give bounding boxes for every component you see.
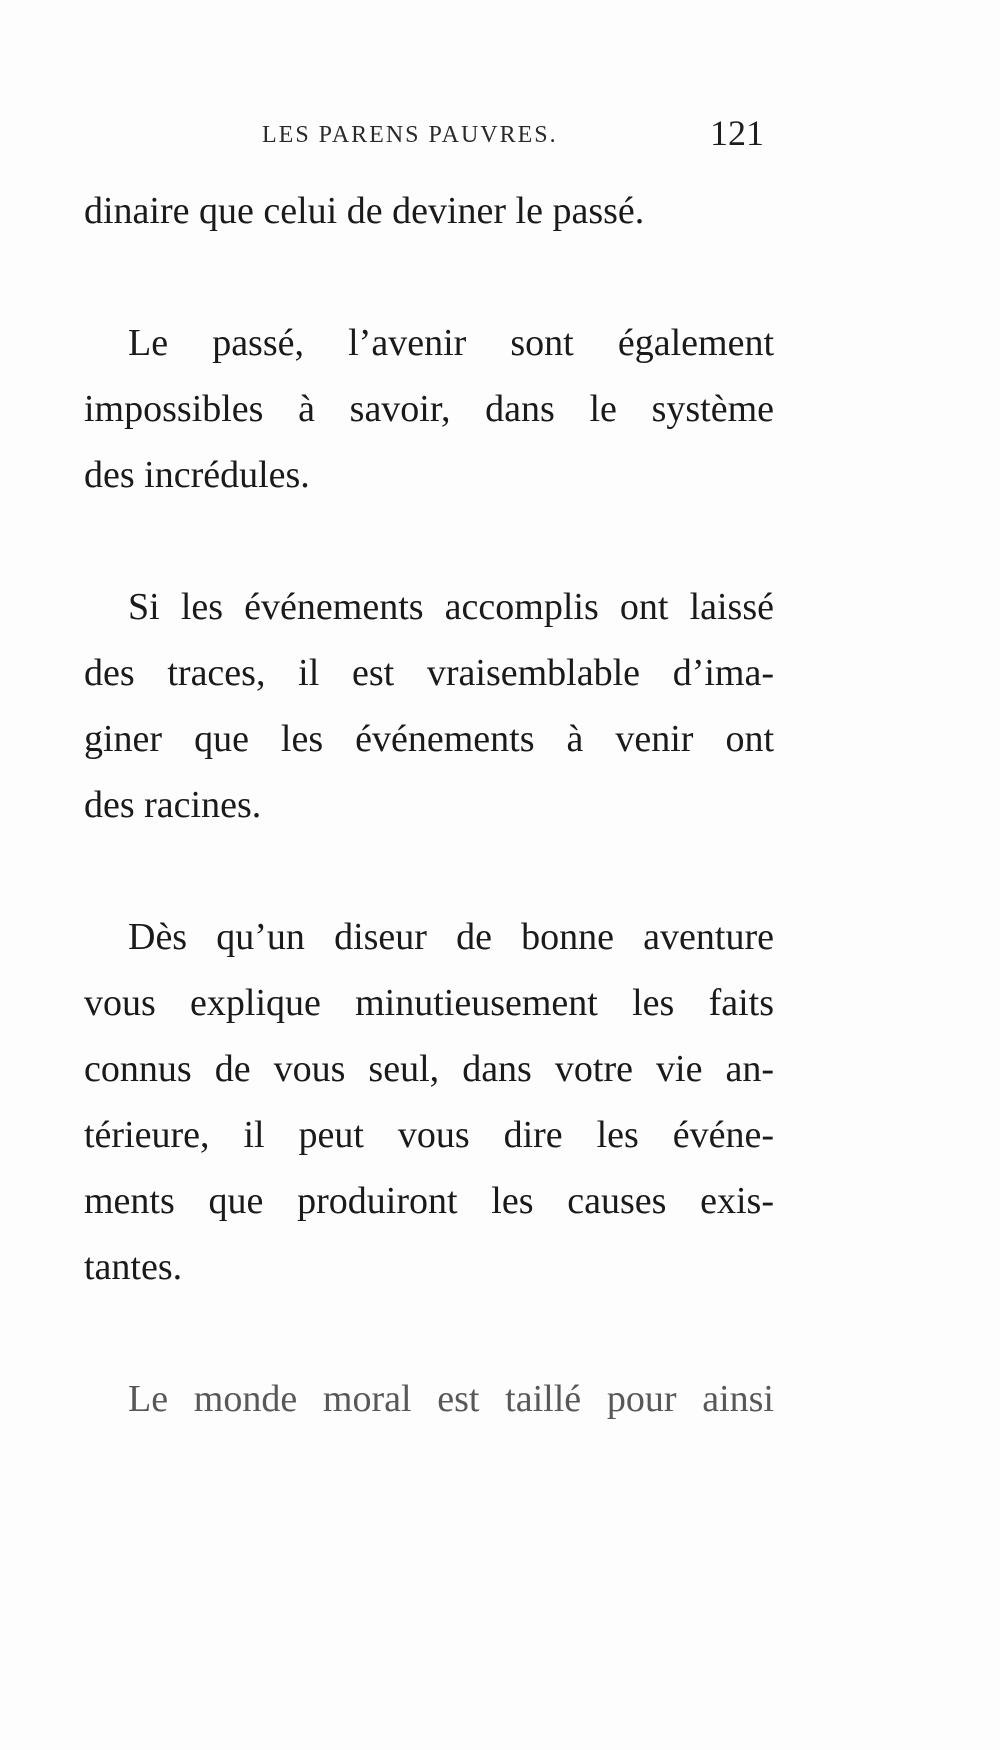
body-text	[84, 178, 774, 1498]
running-title: LES PARENS PAUVRES.	[262, 122, 558, 148]
text-line: dinaire que celui de deviner le passé.	[84, 190, 645, 232]
paragraph-past-future	[84, 310, 774, 508]
text-line: ments que produiront les causes exis-	[84, 1180, 774, 1222]
text-line: tantes.	[84, 1246, 183, 1288]
text-line: des racines.	[84, 784, 262, 826]
page-number: 121	[710, 113, 764, 153]
text-line: giner que les événements à venir ont	[84, 718, 774, 760]
text-line: Le monde moral est taillé pour ainsi	[128, 1378, 774, 1420]
text-line: connus de vous seul, dans votre vie an-	[84, 1048, 774, 1090]
paragraph-moral-world	[84, 1366, 774, 1432]
text-line: des traces, il est vraisemblable d’ima-	[84, 652, 774, 694]
paragraph-continuation	[84, 178, 774, 244]
text-line: impossibles à savoir, dans le système	[84, 388, 774, 430]
paragraph-fortune-teller	[84, 904, 774, 1300]
running-head	[262, 113, 764, 158]
text-line: des incrédules.	[84, 454, 310, 496]
text-line: Dès qu’un diseur de bonne aventure	[128, 916, 774, 958]
text-line: térieure, il peut vous dire les événe-	[84, 1114, 774, 1156]
paragraph-events-traces	[84, 574, 774, 838]
text-line: vous explique minutieusement les faits	[84, 982, 774, 1024]
text-line: Si les événements accomplis ont laissé	[128, 586, 774, 628]
text-line: Le passé, l’avenir sont également	[128, 322, 774, 364]
